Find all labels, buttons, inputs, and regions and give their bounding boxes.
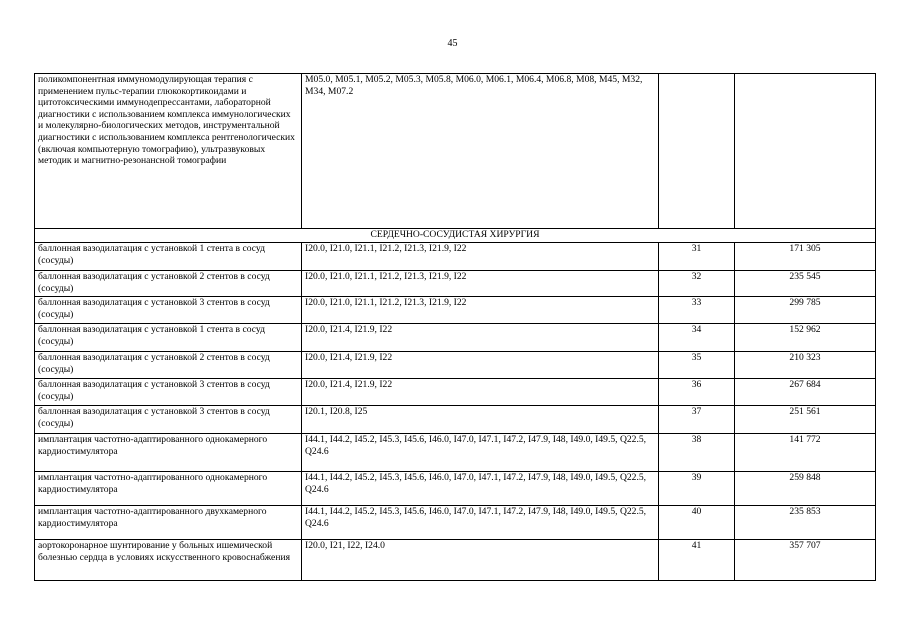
codes-cell: I20.0, I21.0, I21.1, I21.2, I21.3, I21.9, I22 bbox=[302, 243, 659, 271]
number-cell: 31 bbox=[659, 243, 735, 271]
codes-cell: I20.1, I20.8, I25 bbox=[302, 406, 659, 434]
description-cell: имплантация частотно-адаптированного однокамерного кардиостимулятора bbox=[35, 434, 302, 472]
table-row bbox=[35, 297, 876, 324]
codes-cell: I44.1, I44.2, I45.2, I45.3, I45.6, I46.0, I47.0, I47.1, I47.2, I47.9, I48, I49.0, I49.5, Q22.5, Q24.6 bbox=[302, 506, 659, 540]
number-cell: 36 bbox=[659, 379, 735, 406]
table-row bbox=[35, 472, 876, 506]
number-cell: 39 bbox=[659, 472, 735, 506]
description-cell: баллонная вазодилатация с установкой 1 стента в сосуд (сосуды) bbox=[35, 324, 302, 352]
price-cell bbox=[735, 74, 876, 229]
description-cell: баллонная вазодилатация с установкой 2 стентов в сосуд (сосуды) bbox=[35, 271, 302, 297]
table-row bbox=[35, 74, 876, 229]
number-cell: 34 bbox=[659, 324, 735, 352]
price-cell: 251 561 bbox=[735, 406, 876, 434]
codes-cell: I20.0, I21.0, I21.1, I21.2, I21.3, I21.9, I22 bbox=[302, 271, 659, 297]
codes-cell: M05.0, M05.1, M05.2, M05.3, M05.8, M06.0, M06.1, M06.4, M06.8, M08, M45, M32, M34, M07.2 bbox=[302, 74, 659, 229]
number-cell: 33 bbox=[659, 297, 735, 324]
description-cell: баллонная вазодилатация с установкой 2 стентов в сосуд (сосуды) bbox=[35, 352, 302, 379]
number-cell: 37 bbox=[659, 406, 735, 434]
table-row bbox=[35, 506, 876, 540]
description-cell: баллонная вазодилатация с установкой 3 стентов в сосуд (сосуды) bbox=[35, 297, 302, 324]
codes-cell: I20.0, I21.4, I21.9, I22 bbox=[302, 352, 659, 379]
description-cell: имплантация частотно-адаптированного двухкамерного кардиостимулятора bbox=[35, 506, 302, 540]
description-cell: баллонная вазодилатация с установкой 3 стентов в сосуд (сосуды) bbox=[35, 406, 302, 434]
price-cell: 210 323 bbox=[735, 352, 876, 379]
table-row bbox=[35, 379, 876, 406]
description-cell: имплантация частотно-адаптированного однокамерного кардиостимулятора bbox=[35, 472, 302, 506]
price-cell: 299 785 bbox=[735, 297, 876, 324]
number-cell: 35 bbox=[659, 352, 735, 379]
page-number: 45 bbox=[447, 38, 458, 49]
table-row bbox=[35, 352, 876, 379]
codes-cell: I44.1, I44.2, I45.2, I45.3, I45.6, I46.0, I47.0, I47.1, I47.2, I47.9, I48, I49.0, I49.5, Q22.5, Q24.6 bbox=[302, 434, 659, 472]
table-row bbox=[35, 406, 876, 434]
price-cell: 357 707 bbox=[735, 540, 876, 581]
table-row bbox=[35, 540, 876, 581]
table-row bbox=[35, 243, 876, 271]
number-cell: 32 bbox=[659, 271, 735, 297]
description-cell: поликомпонентная иммуномодулирующая терапия с применением пульс-терапии глюкокортикоидами и цитотоксическими иммунодепрессантами, лабораторной диагностики с использованием комплекса иммунологических и молекулярно-биологических методов, инструментальной диагностики с использованием комплекса рентгенологических (включая компьютерную томографию), ультразвуковых методик и магнитно-резонансной томографии bbox=[35, 74, 302, 229]
codes-cell: I20.0, I21, I22, I24.0 bbox=[302, 540, 659, 581]
description-cell: баллонная вазодилатация с установкой 3 стентов в сосуд (сосуды) bbox=[35, 379, 302, 406]
table-row bbox=[35, 271, 876, 297]
description-cell: баллонная вазодилатация с установкой 1 стента в сосуд (сосуды) bbox=[35, 243, 302, 271]
codes-cell: I20.0, I21.4, I21.9, I22 bbox=[302, 324, 659, 352]
medical-services-table bbox=[34, 73, 876, 581]
codes-cell: I44.1, I44.2, I45.2, I45.3, I45.6, I46.0, I47.0, I47.1, I47.2, I47.9, I48, I49.0, I49.5, Q22.5, Q24.6 bbox=[302, 472, 659, 506]
codes-cell: I20.0, I21.0, I21.1, I21.2, I21.3, I21.9, I22 bbox=[302, 297, 659, 324]
description-cell: аортокоронарное шунтирование у больных ишемической болезнью сердца в условиях искусственного кровоснабжения bbox=[35, 540, 302, 581]
price-cell: 141 772 bbox=[735, 434, 876, 472]
number-cell bbox=[659, 74, 735, 229]
price-cell: 171 305 bbox=[735, 243, 876, 271]
codes-cell: I20.0, I21.4, I21.9, I22 bbox=[302, 379, 659, 406]
price-cell: 152 962 bbox=[735, 324, 876, 352]
section-title: СЕРДЕЧНО-СОСУДИСТАЯ ХИРУРГИЯ bbox=[35, 229, 876, 243]
price-cell: 235 853 bbox=[735, 506, 876, 540]
number-cell: 40 bbox=[659, 506, 735, 540]
price-cell: 235 545 bbox=[735, 271, 876, 297]
table-row bbox=[35, 434, 876, 472]
price-cell: 259 848 bbox=[735, 472, 876, 506]
number-cell: 38 bbox=[659, 434, 735, 472]
section-row bbox=[35, 229, 876, 243]
number-cell: 41 bbox=[659, 540, 735, 581]
table-row bbox=[35, 324, 876, 352]
price-cell: 267 684 bbox=[735, 379, 876, 406]
